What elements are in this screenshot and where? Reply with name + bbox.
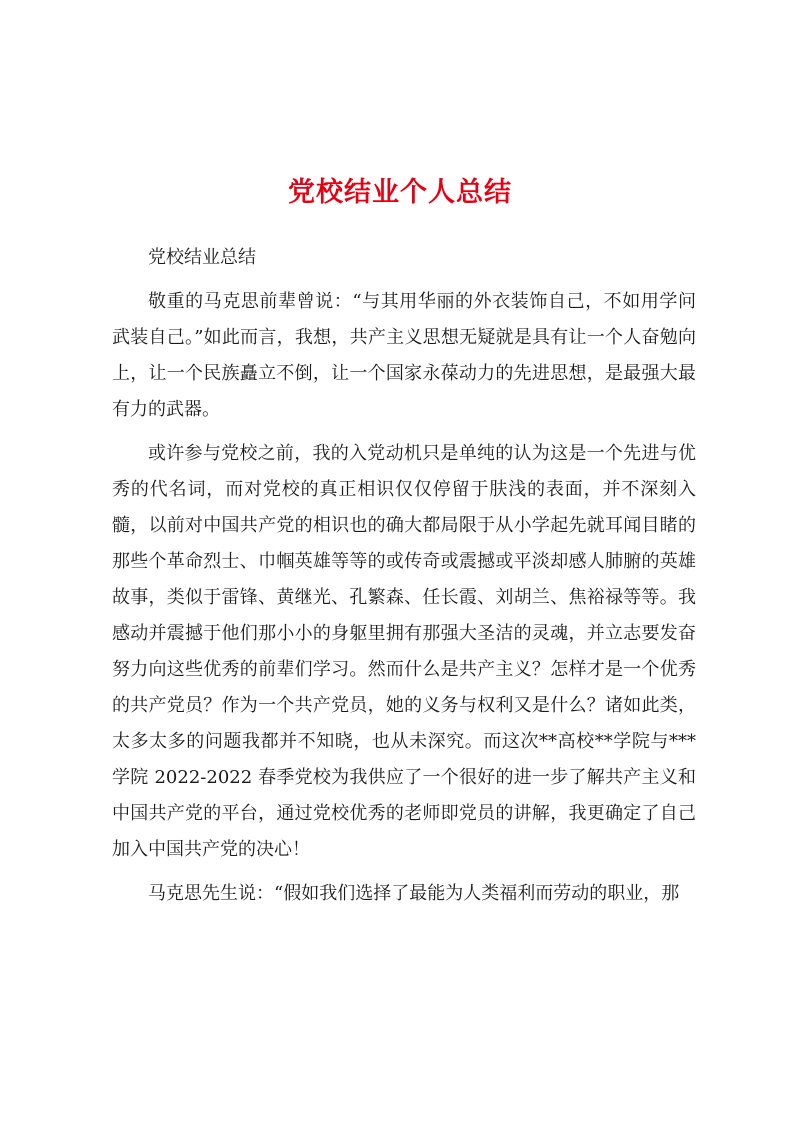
paragraph: 或许参与党校之前，我的入党动机只是单纯的认为这是一个先进与优秀的代名词，而对党校的真正相识仅仅停留于肤浅的表面，并不深刻入髓，以前对中国共产党的相识也的确大都局限于从小学起先就耳闻目睹的那些个革命烈士、巾帼英雄等等的或传奇或震撼或平淡却感人肺腑的英雄故事，类似于雷锋、黄继光、孔繁森、任长霞、刘胡兰、焦裕禄等等。我感动并震撼于他们那小小的身躯里拥有那强大圣洁的灵魂，并立志要发奋努力向这些优秀的前辈们学习。然而什么是共产主义？怎样才是一个优秀的共产党员？作为一个共产党员，她的义务与权利又是什么？诸如此类，太多太多的问题我都并不知晓，也从未深究。而这次**高校**学院与***学院 2022-2022 春季党校为我供应了一个很好的进一步了解共产主义和中国共产党的平台，通过党校优秀的老师即党员的讲解，我更确定了自己加入中国共产党的决心！ <box>112 443 696 860</box>
document-title: 党校结业个人总结 <box>288 177 512 208</box>
section-heading: 党校结业总结 <box>148 247 256 268</box>
paragraph: 敬重的马克思前辈曾说：“与其用华丽的外衣装饰自己，不如用学问武装自己。”如此而言，我想，共产主义思想无疑就是具有让一个人奋勉向上，让一个民族矗立不倒，让一个国家永葆动力的先进思想，是最强大最有力的武器。 <box>112 291 696 420</box>
document-body <box>112 240 696 920</box>
paragraph: 马克思先生说：“假如我们选择了最能为人类福利而劳动的职业，那 <box>148 883 680 904</box>
